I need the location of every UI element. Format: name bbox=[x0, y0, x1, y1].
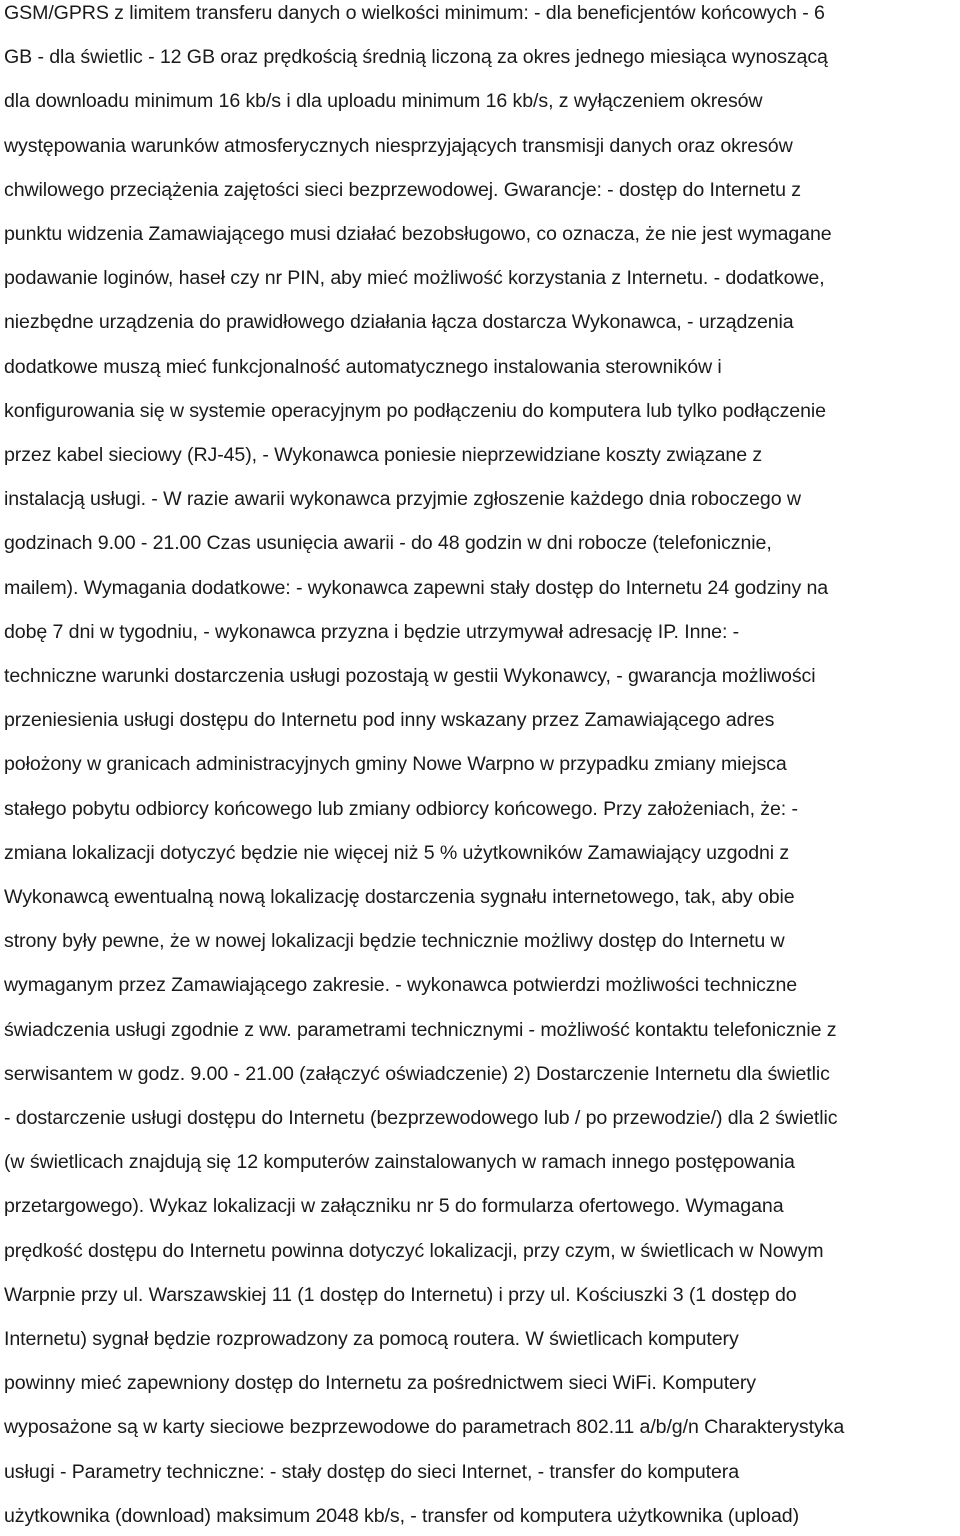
text-line: punktu widzenia Zamawiającego musi działać bezobsługowo, co oznacza, że nie jest wymagane bbox=[4, 223, 832, 245]
text-line: dobę 7 dni w tygodniu, - wykonawca przyzna i będzie utrzymywał adresację IP. Inne: - bbox=[4, 620, 740, 643]
text-line: Internetu) sygnał będzie rozprowadzony za pomocą routera. W świetlicach komputery bbox=[4, 1328, 739, 1350]
text-line: - dostarczenie usługi dostępu do Internetu (bezprzewodowego lub / po przewodzie/) dla 2 świetlic bbox=[4, 1107, 838, 1129]
text-line: GB - dla świetlic - 12 GB oraz prędkością średnią liczoną za okres jednego miesiąca wynoszącą bbox=[4, 46, 828, 69]
text-line: stałego pobytu odbiorcy końcowego lub zmiany odbiorcy końcowego. Przy założeniach, że: - bbox=[4, 797, 798, 820]
text-line: (w świetlicach znajdują się 12 komputerów zainstalowanych w ramach innego postępowania bbox=[4, 1151, 795, 1174]
text-line: niezbędne urządzenia do prawidłowego działania łącza dostarcza Wykonawca, - urządzenia bbox=[4, 311, 794, 334]
text-line: instalacją usługi. - W razie awarii wykonawca przyjmie zgłoszenie każdego dnia roboczego w bbox=[4, 488, 801, 511]
text-line: serwisantem w godz. 9.00 - 21.00 (załączyć oświadczenie) 2) Dostarczenie Internetu dla świetlic bbox=[4, 1062, 830, 1085]
text-line: zmiana lokalizacji dotyczyć będzie nie więcej niż 5 % użytkowników Zamawiający uzgodni z bbox=[4, 841, 790, 864]
text-line: powinny mieć zapewniony dostęp do Internetu za pośrednictwem sieci WiFi. Komputery bbox=[4, 1372, 756, 1395]
text-line: GSM/GPRS z limitem transferu danych o wielkości minimum: - dla beneficjentów końcowych - 6 bbox=[4, 2, 825, 24]
text-line: strony były pewne, że w nowej lokalizacji będzie technicznie możliwy dostęp do Internetu w bbox=[4, 930, 785, 953]
text-line: przeniesienia usługi dostępu do Internetu pod inny wskazany przez Zamawiającego adres bbox=[4, 709, 775, 732]
text-line: godzinach 9.00 - 21.00 Czas usunięcia awarii - do 48 godzin w dni robocze (telefonicznie, bbox=[4, 532, 772, 555]
text-line: dla downloadu minimum 16 kb/s i dla uploadu minimum 16 kb/s, z wyłączeniem okresów bbox=[4, 90, 763, 113]
text-line: wyposażone są w karty sieciowe bezprzewodowe do parametrach 802.11 a/b/g/n Charakterystyka bbox=[4, 1416, 845, 1439]
text-line: prędkość dostępu do Internetu powinna dotyczyć lokalizacji, przy czym, w świetlicach w Nowym bbox=[4, 1239, 824, 1262]
text-line: przez kabel sieciowy (RJ-45), - Wykonawca poniesie nieprzewidziane koszty związane z bbox=[4, 444, 763, 466]
text-line: podawanie loginów, haseł czy nr PIN, aby mieć możliwość korzystania z Internetu. - dodatkowe, bbox=[4, 267, 825, 290]
text-line: konfigurowania się w systemie operacyjnym po podłączeniu do komputera lub tylko podłączenie bbox=[4, 399, 826, 422]
text-line: chwilowego przeciążenia zajętości sieci bezprzewodowej. Gwarancje: - dostęp do Internetu z bbox=[4, 178, 801, 201]
text-line: Warpnie przy ul. Warszawskiej 11 (1 dostęp do Internetu) i przy ul. Kościuszki 3 (1 dostęp do bbox=[4, 1283, 797, 1306]
text-line: Wykonawcą ewentualną nową lokalizację dostarczenia sygnału internetowego, tak, aby obie bbox=[4, 886, 795, 908]
text-line: przetargowego). Wykaz lokalizacji w załączniku nr 5 do formularza ofertowego. Wymagana bbox=[4, 1195, 784, 1218]
text-line: świadczenia usługi zgodnie z ww. parametrami technicznymi - możliwość kontaktu telefonicznie z bbox=[4, 1018, 837, 1041]
text-line: dodatkowe muszą mieć funkcjonalność automatycznego instalowania sterowników i bbox=[4, 355, 722, 378]
text-line: położony w granicach administracyjnych gminy Nowe Warpno w przypadku zmiany miejsca bbox=[4, 753, 787, 776]
text-line: użytkownika (download) maksimum 2048 kb/s, - transfer od komputera użytkownika (upload) bbox=[4, 1504, 799, 1527]
text-line: wymaganym przez Zamawiającego zakresie. - wykonawca potwierdzi możliwości techniczne bbox=[4, 974, 798, 997]
text-line: mailem). Wymagania dodatkowe: - wykonawca zapewni stały dostęp do Internetu 24 godziny na bbox=[4, 576, 829, 599]
text-line: techniczne warunki dostarczenia usługi pozostają w gestii Wykonawcy, - gwarancja możliwości bbox=[4, 665, 816, 687]
text-line: usługi - Parametry techniczne: - stały dostęp do sieci Internet, - transfer do komputera bbox=[4, 1460, 740, 1483]
text-line: występowania warunków atmosferycznych niesprzyjających transmisji danych oraz okresów bbox=[4, 134, 793, 157]
